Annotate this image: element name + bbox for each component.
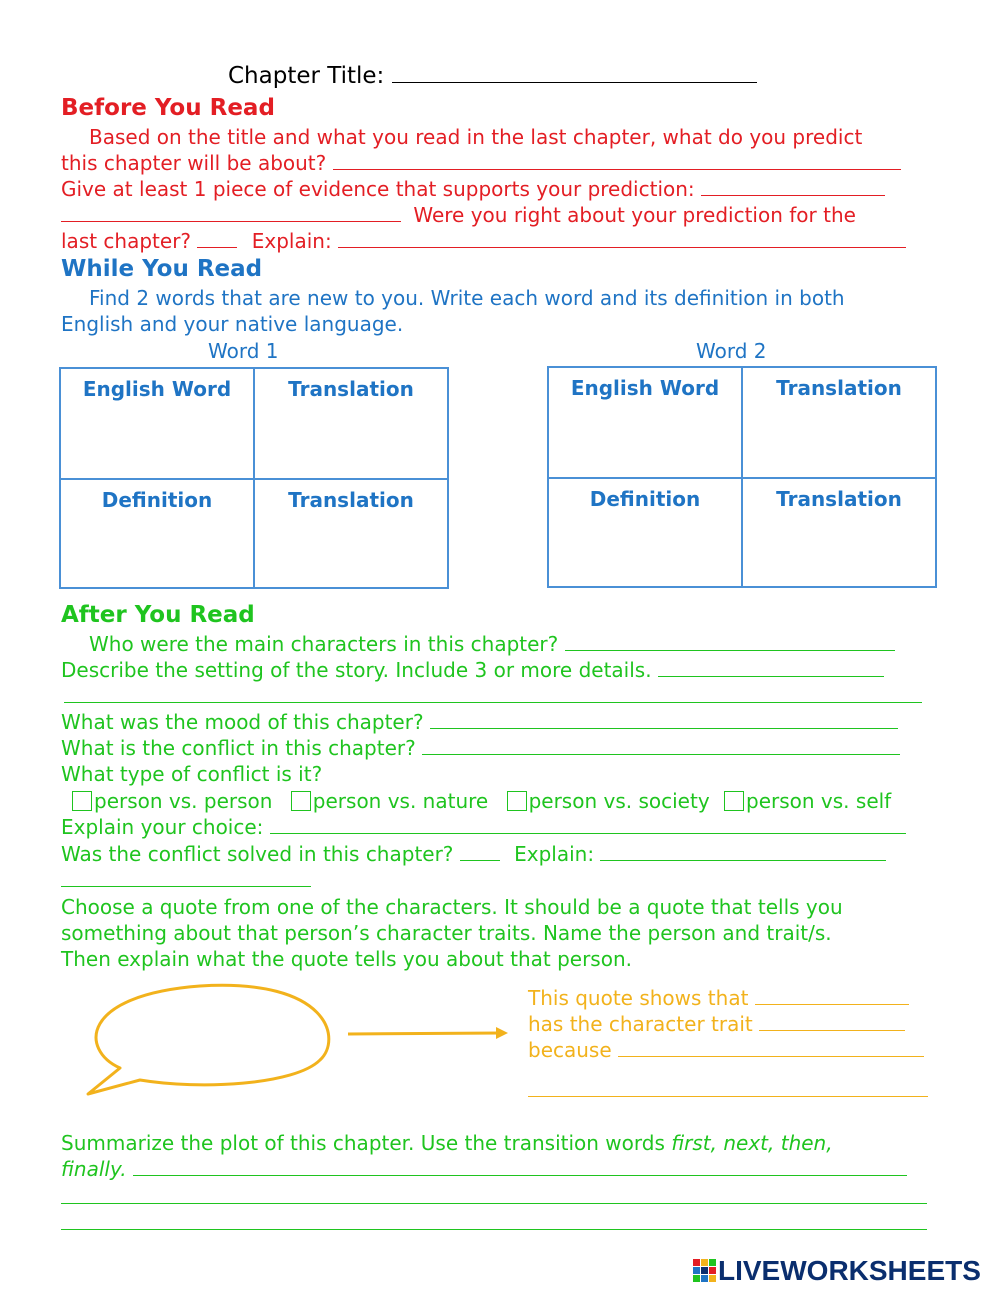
summary-input-3[interactable] <box>61 1211 927 1230</box>
after-you-read-heading: After You Read <box>61 602 255 628</box>
explain-choice-input[interactable] <box>270 815 906 834</box>
explain-label: Explain: <box>251 229 332 253</box>
chapter-title-input[interactable] <box>392 64 757 83</box>
after-q7 <box>61 841 886 867</box>
summary-line-4 <box>61 1210 927 1236</box>
english-word-label: English Word <box>82 377 232 401</box>
prediction-input[interactable] <box>333 151 901 170</box>
conflict-explain-input-2[interactable] <box>61 868 311 887</box>
quote-line-3: Then explain what the quote tells you about that person. <box>61 947 632 971</box>
summary-line-2 <box>61 1156 907 1182</box>
last-chapter-answer-input[interactable] <box>197 229 237 248</box>
option-person-vs-person: person vs. person <box>94 789 273 813</box>
option-person-vs-self: person vs. self <box>746 789 892 813</box>
setting-input-2[interactable] <box>64 684 922 703</box>
shows-line-1 <box>528 985 909 1011</box>
explain-label: Explain: <box>514 842 595 866</box>
summary-instructions: Summarize the plot of this chapter. Use the transition words <box>61 1131 672 1155</box>
conflict-input[interactable] <box>422 736 900 755</box>
because-label: because <box>528 1038 612 1062</box>
main-characters-question: Who were the main characters in this chapter? <box>89 632 559 656</box>
while-line-1: Find 2 words that are new to you. Write each word and its definition in both <box>89 286 845 310</box>
word-2-table <box>547 366 937 588</box>
checkbox-person-vs-self[interactable] <box>724 791 744 811</box>
because-input-2[interactable] <box>528 1078 928 1097</box>
chapter-title-line <box>228 63 757 89</box>
after-q1 <box>89 631 895 657</box>
word-1-english-cell[interactable] <box>61 369 255 480</box>
word-1-def-translation-cell[interactable] <box>255 480 447 587</box>
liveworksheets-logo-icon <box>693 1259 717 1283</box>
quote-line-2: something about that person’s character traits. Name the person and trait/s. <box>61 921 832 945</box>
translation-label: Translation <box>776 487 902 511</box>
main-characters-input[interactable] <box>565 632 895 651</box>
summary-line-1 <box>61 1130 833 1156</box>
arrow-line <box>348 1033 502 1034</box>
word-1-definition-cell[interactable] <box>61 480 255 587</box>
definition-label: Definition <box>101 488 213 512</box>
person-input[interactable] <box>755 986 909 1005</box>
quote-bubble-input[interactable] <box>92 990 327 1080</box>
evidence-question: Give at least 1 piece of evidence that supports your prediction: <box>61 177 695 201</box>
trait-input[interactable] <box>759 1012 905 1031</box>
after-q2 <box>61 657 884 683</box>
after-q6 <box>61 814 906 840</box>
word-2-definition-cell[interactable] <box>549 479 743 586</box>
conflict-solved-question: Was the conflict solved in this chapter? <box>61 842 454 866</box>
translation-label: Translation <box>288 488 414 512</box>
conflict-type-options <box>72 788 891 814</box>
option-person-vs-society: person vs. society <box>528 789 710 813</box>
conflict-solved-input[interactable] <box>460 842 500 861</box>
before-you-read-heading: Before You Read <box>61 95 275 121</box>
while-line-2: English and your native language. <box>61 312 404 336</box>
word-2-def-translation-cell[interactable] <box>743 479 935 586</box>
translation-label: Translation <box>288 377 414 401</box>
liveworksheets-watermark: LIVEWORKSHEETS <box>718 1255 981 1286</box>
conflict-question: What is the conflict in this chapter? <box>61 736 416 760</box>
last-chapter-label: last chapter? <box>61 229 192 253</box>
checkbox-person-vs-person[interactable] <box>72 791 92 811</box>
quote-shows-label: This quote shows that <box>528 986 749 1010</box>
last-chapter-explain-input[interactable] <box>338 229 906 248</box>
word-2-english-cell[interactable] <box>549 368 743 479</box>
after-q5: What type of conflict is it? <box>61 762 323 786</box>
transition-word-finally: finally. <box>61 1157 127 1181</box>
definition-label: Definition <box>589 487 701 511</box>
character-trait-label: has the character trait <box>528 1012 753 1036</box>
evidence-input[interactable] <box>701 177 885 196</box>
shows-line-3 <box>528 1037 924 1063</box>
mood-question: What was the mood of this chapter? <box>61 710 424 734</box>
evidence-input-2[interactable] <box>61 203 401 222</box>
arrow-head-icon <box>496 1027 508 1039</box>
checkbox-person-vs-society[interactable] <box>507 791 527 811</box>
while-you-read-heading: While You Read <box>61 256 263 282</box>
shows-line-4 <box>528 1077 928 1103</box>
after-q7-line <box>61 867 311 893</box>
after-q2-line <box>64 683 922 709</box>
shows-line-2 <box>528 1011 905 1037</box>
before-line-3 <box>61 176 885 202</box>
because-input[interactable] <box>618 1038 924 1057</box>
word-1-label: Word 1 <box>208 339 279 363</box>
mood-input[interactable] <box>430 710 898 729</box>
translation-label: Translation <box>776 376 902 400</box>
english-word-label: English Word <box>570 376 720 400</box>
before-line-1: Based on the title and what you read in the last chapter, what do you predict <box>89 125 863 149</box>
prediction-right-question: Were you right about your prediction for the <box>413 203 856 227</box>
summary-input-2[interactable] <box>61 1185 927 1204</box>
after-q4 <box>61 735 900 761</box>
chapter-title-label: Chapter Title: <box>228 63 385 89</box>
word-2-translation-cell[interactable] <box>743 368 935 479</box>
quote-line-1: Choose a quote from one of the characters. It should be a quote that tells you <box>61 895 843 919</box>
word-2-label: Word 2 <box>696 339 767 363</box>
setting-input[interactable] <box>658 658 884 677</box>
after-q3 <box>61 709 898 735</box>
summary-line-3 <box>61 1184 927 1210</box>
before-line-4 <box>61 202 856 228</box>
before-line-5 <box>61 228 906 254</box>
before-line-2 <box>61 150 901 176</box>
option-person-vs-nature: person vs. nature <box>312 789 489 813</box>
summary-input-1[interactable] <box>133 1157 907 1176</box>
explain-choice-label: Explain your choice: <box>61 815 264 839</box>
transition-words: first, next, then, <box>671 1131 833 1155</box>
checkbox-person-vs-nature[interactable] <box>291 791 311 811</box>
setting-question: Describe the setting of the story. Include 3 or more details. <box>61 658 652 682</box>
conflict-explain-input[interactable] <box>600 842 886 861</box>
prediction-question: this chapter will be about? <box>61 151 327 175</box>
word-1-table <box>59 367 449 589</box>
word-1-translation-cell[interactable] <box>255 369 447 480</box>
